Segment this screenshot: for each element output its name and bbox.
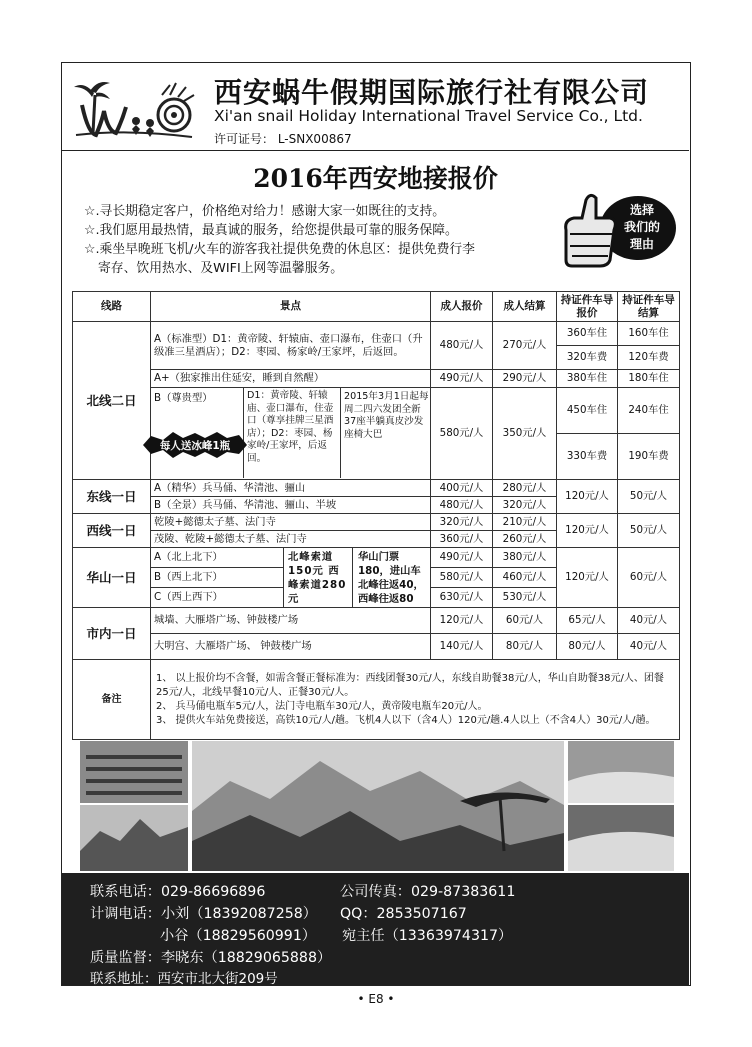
planner-phone-1: 计调电话：小刘（18392087258）	[90, 906, 317, 922]
header-sights: 景点	[151, 292, 431, 322]
company-logo	[70, 71, 196, 143]
city-b-price: 140元/人	[431, 634, 493, 660]
company-name-en: Xi'an snail Holiday International Travel Service Co., Ltd.	[214, 107, 643, 125]
notes-content	[151, 660, 680, 740]
header-guide-settle: 持证件车导结算	[618, 292, 680, 322]
table-row	[73, 548, 680, 568]
intro-text	[84, 202, 544, 278]
west-a-price: 320元/人	[431, 514, 493, 531]
north-a-settle1: 160车住	[618, 322, 680, 346]
note-line: 3、 提供火车站免费接送，高铁10元/人/趟。飞机4人以下（含4人）120元/趟.4人以上（不含4人）30元/人/趟。	[156, 714, 656, 726]
table-row	[73, 322, 680, 346]
contact-phone: 联系电话：029-86696896	[90, 884, 266, 900]
north-aplus-settle-guide: 180车住	[618, 370, 680, 388]
price-table	[72, 291, 680, 740]
table-row	[73, 514, 680, 531]
table-row	[73, 480, 680, 497]
header-guide-price: 持证件车导报价	[557, 292, 618, 322]
east-b-sights: B（全景）兵马俑、华清池、骊山、半坡	[151, 497, 431, 514]
north-aplus-settle: 290元/人	[493, 370, 557, 388]
west-a-sights: 乾陵+懿德太子墓、法门寺	[151, 514, 431, 531]
west-b-sights: 茂陵、乾陵+懿德太子墓、法门寺	[151, 531, 431, 548]
quality-supervisor: 质量监督：李晓东（18829065888）	[90, 950, 332, 966]
notes-label: 备注	[73, 660, 151, 740]
city-a-guide: 65元/人	[557, 608, 618, 634]
table-row	[73, 660, 680, 740]
huashan-c-price: 630元/人	[431, 588, 493, 608]
huashan-guide: 120元/人	[557, 548, 618, 608]
huashan-b-settle: 460元/人	[493, 568, 557, 588]
north-b-price: 580元/人	[431, 388, 493, 480]
north-b-bus: 2015年3月1日起每周二四六发团全新37座半躺真皮沙发座椅大巴	[344, 391, 429, 440]
east-a-settle: 280元/人	[493, 480, 557, 497]
city-a-price: 120元/人	[431, 608, 493, 634]
west-guide: 120元/人	[557, 514, 618, 548]
north-a-price: 480元/人	[431, 322, 493, 370]
west-b-settle: 260元/人	[493, 531, 557, 548]
badge-line1: 选择	[629, 203, 655, 217]
huashan-a-price: 490元/人	[431, 548, 493, 568]
header	[62, 63, 689, 151]
route-north: 北线二日	[73, 322, 151, 480]
east-guide: 120元/人	[557, 480, 618, 514]
route-huashan: 华山一日	[73, 548, 151, 608]
huashan-c: C（西上西下）	[154, 591, 223, 603]
badge-line3: 理由	[629, 237, 655, 251]
north-b-settle: 350元/人	[493, 388, 557, 480]
thumbs-up-badge	[560, 190, 678, 270]
huashan-a: A（北上北下）	[151, 548, 283, 568]
manager-phone: 宛主任（13363974317）	[342, 928, 513, 944]
table-row	[73, 370, 680, 388]
huashan-b-price: 580元/人	[431, 568, 493, 588]
page-title: 2016年西安地接报价	[253, 164, 498, 193]
license-number: 许可证号： L-SNX00867	[214, 132, 352, 146]
north-a-guide2: 320车费	[557, 346, 618, 370]
company-name-cn: 西安蜗牛假期国际旅行社有限公司	[214, 76, 650, 109]
city-b-sights: 大明宫、大雁塔广场、 钟鼓楼广场	[151, 634, 431, 660]
north-aplus-guide: 380车住	[557, 370, 618, 388]
intro-line: 寄存、饮用热水、及WIFI上网等温馨服务。	[98, 261, 344, 276]
table-row	[73, 608, 680, 634]
huashan-cable: 北峰索道150元 西峰索道280元	[283, 548, 353, 608]
scenery-photos	[80, 741, 674, 871]
city-b-settle: 80元/人	[493, 634, 557, 660]
city-b-guide: 80元/人	[557, 634, 618, 660]
north-aplus-sights: A+（独家推出住延安，睡到自然醒）	[151, 370, 431, 388]
east-a-sights: A（精华）兵马俑、华清池、骊山	[151, 480, 431, 497]
north-a-settle: 270元/人	[493, 322, 557, 370]
north-b-sights: D1：黄帝陵、轩辕庙、壶口瀑布，住壶口（尊享挂牌三星酒店）；D2：枣园、杨家岭/王家坪，后返回。	[243, 388, 341, 478]
planner-phone-2: 小谷（18829560991）	[160, 928, 317, 944]
city-a-guide-settle: 40元/人	[618, 608, 680, 634]
north-b-guide2: 330车费	[557, 434, 618, 480]
huashan-ticket: 华山门票180，进山车北峰往返40，西峰往返80	[358, 551, 424, 605]
city-b-guide-settle: 40元/人	[618, 634, 680, 660]
badge-line2: 我们的	[623, 220, 661, 234]
city-a-settle: 60元/人	[493, 608, 557, 634]
north-a-settle2: 120车费	[618, 346, 680, 370]
east-guide-settle: 50元/人	[618, 480, 680, 514]
route-east: 东线一日	[73, 480, 151, 514]
huashan-guide-settle: 60元/人	[618, 548, 680, 608]
north-b-settle2: 190车费	[618, 434, 680, 480]
page-frame	[61, 62, 691, 986]
intro-line: ☆.乘坐早晚班飞机/火车的游客我社提供免费的休息区：提供免费行李	[84, 242, 475, 257]
huashan-b: B（西上北下）	[151, 568, 283, 588]
table-header-row	[73, 292, 680, 322]
north-a-guide1: 360车住	[557, 322, 618, 346]
route-city: 市内一日	[73, 608, 151, 660]
north-a-sights: A（标准型）D1：黄帝陵、轩辕庙、壶口瀑布，住壶口（升级准三星酒店）；D2：枣园、杨家岭/王家坪，后返回。	[151, 322, 431, 370]
header-adult-settle: 成人结算	[493, 292, 557, 322]
table-row	[73, 634, 680, 660]
huashan-a-settle: 380元/人	[493, 548, 557, 568]
note-line: 1、 以上报价均不含餐，如需含餐正餐标准为：西线团餐30元/人，东线自助餐38元/人，华山自助餐38元/人、团餐25元/人，北线早餐10元/人、正餐30元/人。	[156, 672, 664, 698]
huashan-cell	[151, 548, 431, 608]
page-number: • E8 •	[357, 992, 395, 1006]
contact-footer	[62, 873, 689, 985]
promo-burst	[143, 432, 247, 458]
company-fax: 公司传真：029-87383611	[340, 884, 516, 900]
qq-number: QQ：2853507167	[340, 906, 467, 922]
promo-text: 每人送冰峰1瓶	[159, 440, 231, 452]
north-b-type: B（尊贵型）	[154, 392, 213, 404]
header-route: 线路	[73, 292, 151, 322]
north-aplus-price: 490元/人	[431, 370, 493, 388]
route-west: 西线一日	[73, 514, 151, 548]
note-line: 2、 兵马俑电瓶车5元/人，法门寺电瓶车30元/人，黄帝陵电瓶车20元/人。	[156, 700, 488, 712]
intro-line: ☆.我们愿用最热情，最真诚的服务，给您提供最可靠的服务保障。	[84, 223, 458, 238]
contact-address: 联系地址：西安市北大街209号	[90, 971, 278, 987]
header-adult-price: 成人报价	[431, 292, 493, 322]
north-b-cell	[151, 388, 431, 480]
west-guide-settle: 50元/人	[618, 514, 680, 548]
east-a-price: 400元/人	[431, 480, 493, 497]
table-row	[73, 388, 680, 434]
city-a-sights: 城墙、大雁塔广场、钟鼓楼广场	[151, 608, 431, 634]
west-a-settle: 210元/人	[493, 514, 557, 531]
north-b-guide1: 450车住	[557, 388, 618, 434]
east-b-settle: 320元/人	[493, 497, 557, 514]
north-b-settle1: 240车住	[618, 388, 680, 434]
intro-line: ☆.寻长期稳定客户，价格绝对给力！感谢大家一如既往的支持。	[84, 204, 446, 219]
huashan-c-settle: 530元/人	[493, 588, 557, 608]
west-b-price: 360元/人	[431, 531, 493, 548]
east-b-price: 480元/人	[431, 497, 493, 514]
